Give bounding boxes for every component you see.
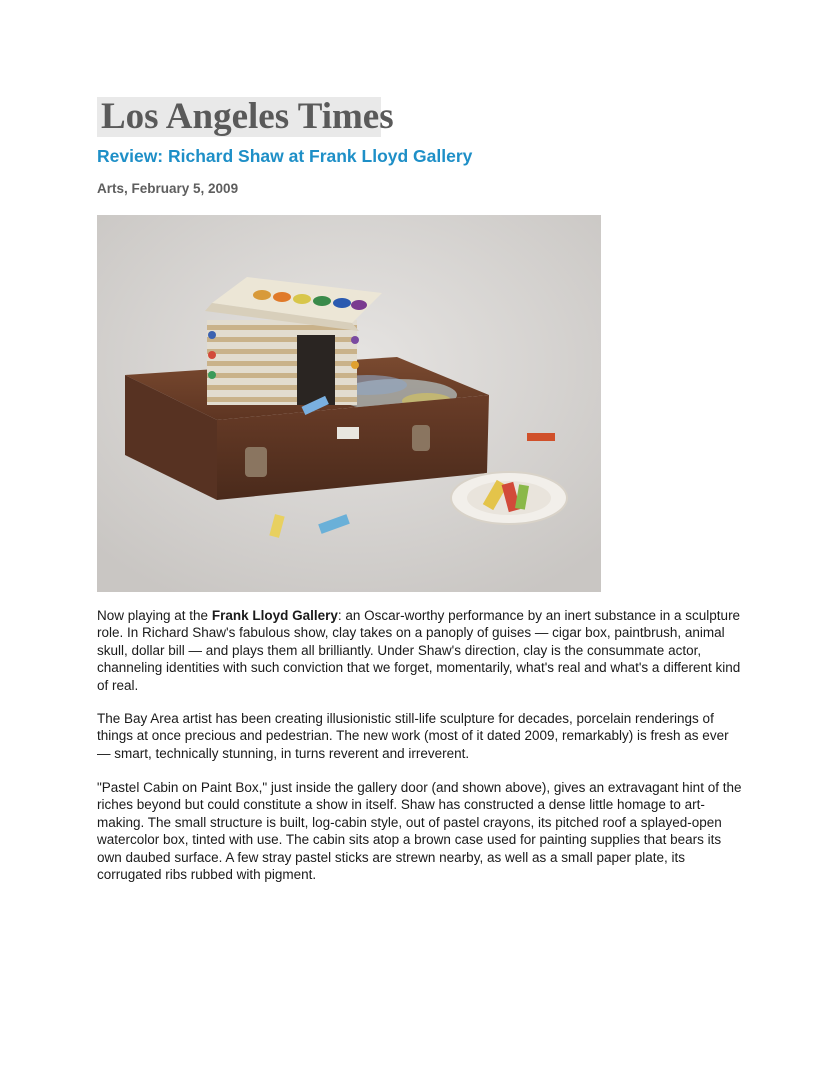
article-paragraph-1 [97, 607, 742, 694]
article-headline[interactable]: Review: Richard Shaw at Frank Lloyd Gallery [97, 146, 473, 166]
masthead-title: Los Angeles Times [101, 96, 394, 137]
article-dateline: Arts, February 5, 2009 [97, 181, 239, 196]
article-paragraph-3 [97, 779, 742, 883]
artwork-photo [97, 215, 601, 592]
paragraph-2-text: The Bay Area artist has been creating illusionistic still-life sculpture for decades, porcelain renderings of things at once precious and pedestrian. The new work (most of it dated 2009, remarkably) is fresh as ever — smart, technically stunning, in turns reverent and irreverent. [97, 711, 729, 761]
masthead-logo [97, 96, 394, 137]
paragraph-3-text: "Pastel Cabin on Paint Box," just inside the gallery door (and shown above), gives an extravagant hint of the riches beyond but could constitute a show in itself. Shaw has constructed a dense little homage to art-making. The small structure is built, log-cabin style, out of pastel crayons, its pitched roof a splayed-open watercolor box, tinted with use. The cabin sits atop a brown case used for painting supplies that bears its own daubed surface. A few stray pastel sticks are strewn nearby, as well as a small paper plate, its corrugated ribs rubbed with pigment. [97, 780, 742, 883]
article-paragraph-2 [97, 710, 742, 762]
paragraph-1-prefix: Now playing at the [97, 608, 212, 623]
paragraph-1-rest: : an Oscar-worthy performance by an inert substance in a sculpture role. In Richard Shaw's fabulous show, clay takes on a panoply of guises — cigar box, paintbrush, animal skull, dollar bill — and plays them all brilliantly. Under Shaw's direction, clay is the consummate actor, channeling identities with such conviction that we forget, momentarily, what's real and what's a different kind of real. [97, 608, 741, 693]
gallery-name[interactable]: Frank Lloyd Gallery [211, 608, 338, 623]
